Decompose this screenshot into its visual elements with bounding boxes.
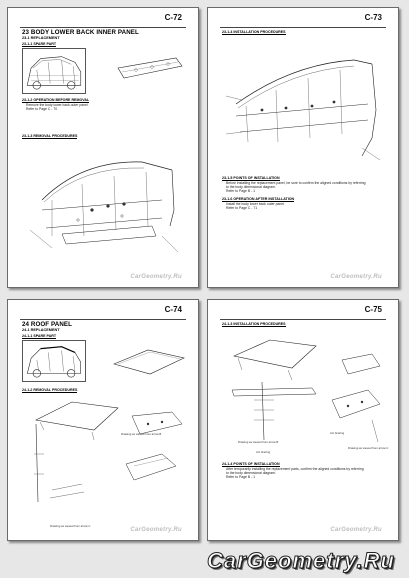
header-rule bbox=[20, 27, 186, 28]
manual-page-c75 bbox=[207, 299, 399, 541]
section-subtitle: 24-1 REPLACEMENT bbox=[22, 328, 60, 332]
installation-procedures-label: 23-1-4 INSTALLATION PROCEDURES bbox=[222, 30, 286, 34]
caption-arc-brazing-1: Arc brazing bbox=[330, 431, 345, 435]
manual-page-c72 bbox=[7, 7, 199, 288]
section-title: 23 BODY LOWER BACK INNER PANEL bbox=[22, 29, 139, 36]
watermark: CarGeometry.Ru bbox=[130, 274, 182, 280]
caption-arrow-b: Drawing as viewed from arrow B bbox=[238, 440, 279, 444]
points-text-2: to the body dimensional diagram. bbox=[226, 185, 276, 189]
section-subtitle: 23-1 REPLACEMENT bbox=[22, 36, 60, 40]
caption-arrow-b: Drawing as viewed from arrow B bbox=[121, 432, 162, 436]
page-number: C-73 bbox=[364, 13, 382, 22]
spare-part-label: 23-1-1 SPARE PART bbox=[22, 42, 57, 46]
watermark: CarGeometry.Ru bbox=[330, 527, 382, 533]
points-text-3: Refer to Page B - 1 bbox=[226, 189, 256, 193]
points-text-1: Before installing the replacement panel, be sure to confirm the aligned conditions by referring bbox=[226, 181, 366, 185]
header-rule bbox=[220, 27, 386, 28]
caption-arc-brazing-2: Arc brazing bbox=[256, 450, 271, 454]
points-of-installation-label: 24-1-4 POINTS OF INSTALLATION bbox=[222, 462, 280, 466]
page-number: C-72 bbox=[164, 13, 182, 22]
points-text-3: Refer to Page B - 1 bbox=[226, 475, 256, 479]
operation-after-label: 23-1-6 OPERATION AFTER INSTALLATION bbox=[222, 197, 295, 201]
spare-part-label: 24-1-1 SPARE PART bbox=[22, 334, 57, 338]
removal-procedures-label: 23-1-3 REMOVAL PROCEDURES bbox=[22, 134, 78, 138]
roof-installation-diagram bbox=[222, 330, 389, 450]
section-title: 24 ROOF PANEL bbox=[22, 321, 73, 328]
cargeometry-banner: CarGeometry.Ru bbox=[206, 548, 395, 573]
operation-before-text-2: Refer to Page C - 70 bbox=[26, 107, 58, 111]
installation-diagram bbox=[222, 38, 386, 166]
caption-arrow-c: Drawing as viewed from arrow C bbox=[348, 446, 389, 450]
page-number: C-75 bbox=[364, 305, 382, 314]
removal-procedures-label: 24-1-2 REMOVAL PROCEDURES bbox=[22, 388, 78, 392]
car-body-diagram bbox=[22, 48, 86, 94]
manual-page-c74 bbox=[7, 299, 199, 541]
roof-removal-diagram bbox=[22, 394, 186, 506]
header-rule bbox=[220, 319, 386, 320]
page-number: C-74 bbox=[164, 305, 182, 314]
manual-page-c73 bbox=[207, 7, 399, 288]
watermark: CarGeometry.Ru bbox=[330, 274, 382, 280]
points-of-installation-label: 23-1-5 POINTS OF INSTALLATION bbox=[222, 176, 280, 180]
header-rule bbox=[20, 319, 186, 320]
panel-part-diagram bbox=[88, 48, 186, 94]
operation-before-text-1: Remove the body lower back outer panel. bbox=[26, 103, 89, 107]
installation-procedures-label: 24-1-3 INSTALLATION PROCEDURES bbox=[222, 322, 286, 326]
operation-after-text-2: Refer to Page C - 71 bbox=[226, 206, 258, 210]
points-text-1: After temporarily installing the replacement parts, confirm the aligned conditions by referring bbox=[226, 467, 364, 471]
car-body-diagram bbox=[22, 340, 86, 382]
removal-diagram bbox=[22, 140, 186, 258]
caption-arrow-c: Drawing as viewed from arrow C bbox=[50, 524, 91, 528]
operation-after-text-1: Install the body lower back outer panel. bbox=[226, 202, 285, 206]
operation-before-label: 23-1-2 OPERATION BEFORE REMOVAL bbox=[22, 98, 90, 102]
roof-panel-part-diagram bbox=[108, 344, 188, 378]
watermark: CarGeometry.Ru bbox=[130, 527, 182, 533]
points-text-2: to the body dimensional diagram. bbox=[226, 471, 276, 475]
